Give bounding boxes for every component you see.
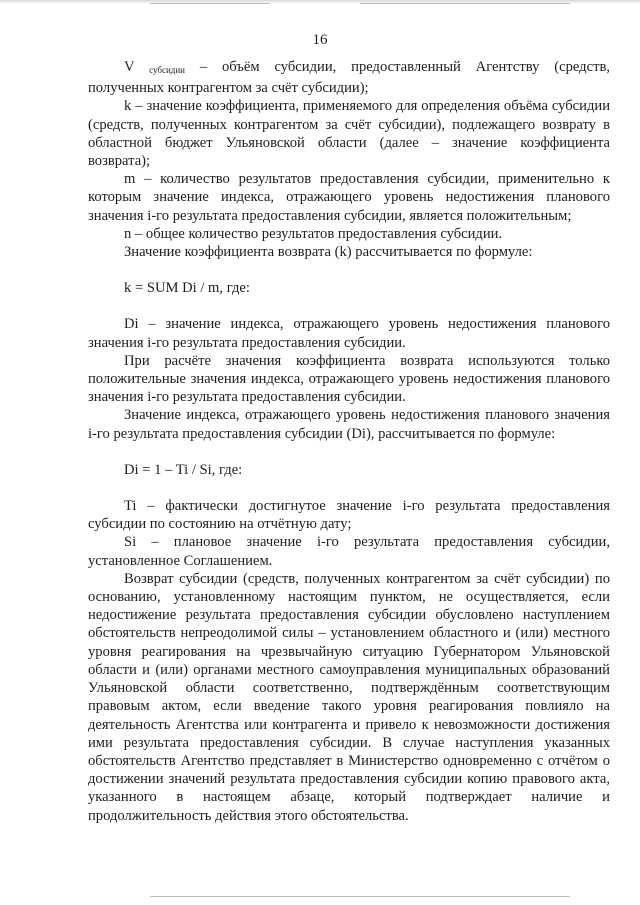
spacer: [88, 479, 610, 497]
spacer: [88, 261, 610, 279]
paragraph-ti-definition: Ti – фактически достигнутое значение i-го результата предоставления субсидии по состоянию на отчётную дату;: [88, 498, 610, 533]
v-symbol: V: [124, 59, 135, 75]
spacer: [88, 297, 610, 315]
paragraph-positive-values: При расчёте значения коэффициента возврата используются только положительные значения индекса, отражающего уровень недостижения планового значения i-го результата предоставления субсидии.: [88, 352, 610, 406]
page-number: 16: [312, 32, 328, 48]
spacer: [88, 443, 610, 461]
paragraph-m-definition: m – количество результатов предоставления субсидии, применительно к которым значение индекса, отражающего уровень недостижения планового значения i-го результата предоставления субсидии, является положительным;: [88, 171, 610, 224]
paragraph-di-formula-intro: Значение индекса, отражающего уровень недостижения планового значения i-го результата предоставления субсидии (Di), рассчитывается по формуле:: [88, 407, 610, 442]
paragraph-k-formula-intro: Значение коэффициента возврата (k) рассчитывается по формуле:: [124, 244, 533, 261]
paragraph-si-definition: Si – плановое значение i-го результата предоставления субсидии, установленное Соглашением.: [88, 534, 610, 569]
scan-mark-top-right: [360, 3, 570, 4]
document-body: [88, 58, 610, 825]
formula-di: Di = 1 – Ti / Si, где:: [124, 461, 243, 478]
scan-mark-top: [150, 3, 270, 4]
v-text: – объём субсидии, предоставленный Агентству (средств, полученных контрагентом за счёт субсидии);: [88, 59, 610, 97]
v-subscript: субсидии: [149, 65, 185, 75]
paragraph-di-definition: Di – значение индекса, отражающего уровень недостижения планового значения i-го результата предоставления субсидии.: [88, 316, 610, 351]
formula-k: k = SUM Di / m, где:: [124, 280, 250, 297]
paragraph-n-definition: n – общее количество результатов предоставления субсидии.: [124, 225, 503, 242]
paragraph-return-conditions: Возврат субсидии (средств, полученных контрагентом за счёт субсидии) по основанию, установленному настоящим пунктом, не осуществляется, если недостижение результата предоставления субсидии обусловлено наступлением обстоятельств непреодолимой силы – установлением областного и (или) местного уровня реагирования на чрезвычайную ситуацию Губернатором Ульяновской области и (или) органами местного самоуправления муниципальных образований Ульяновской области соответственно, подтверждённым соответствующим правовым актом, если введение такого уровня реагирования повлияло на деятельность Агентства или контрагента и привело к невозможности достижения ими результата предоставления субсидии. В случае наступления указанных обстоятельств Агентство представляет в Министерство одновременно с отчётом о достижении значений результата предоставления субсидии копию правового акта, указанного в настоящем абзаце, который подтверждает наличие и продолжительность действия этого обстоятельства.: [88, 570, 610, 824]
paragraph-k-definition: k – значение коэффициента, применяемого для определения объёма субсидии (средств, полученных контрагентом за счёт субсидии), подлежащего возврату в областной бюджет Ульяновской области (далее – значение коэффициента возврата);: [88, 98, 610, 170]
paragraph-v-definition: [88, 58, 610, 97]
scan-mark-bottom: [150, 896, 570, 897]
